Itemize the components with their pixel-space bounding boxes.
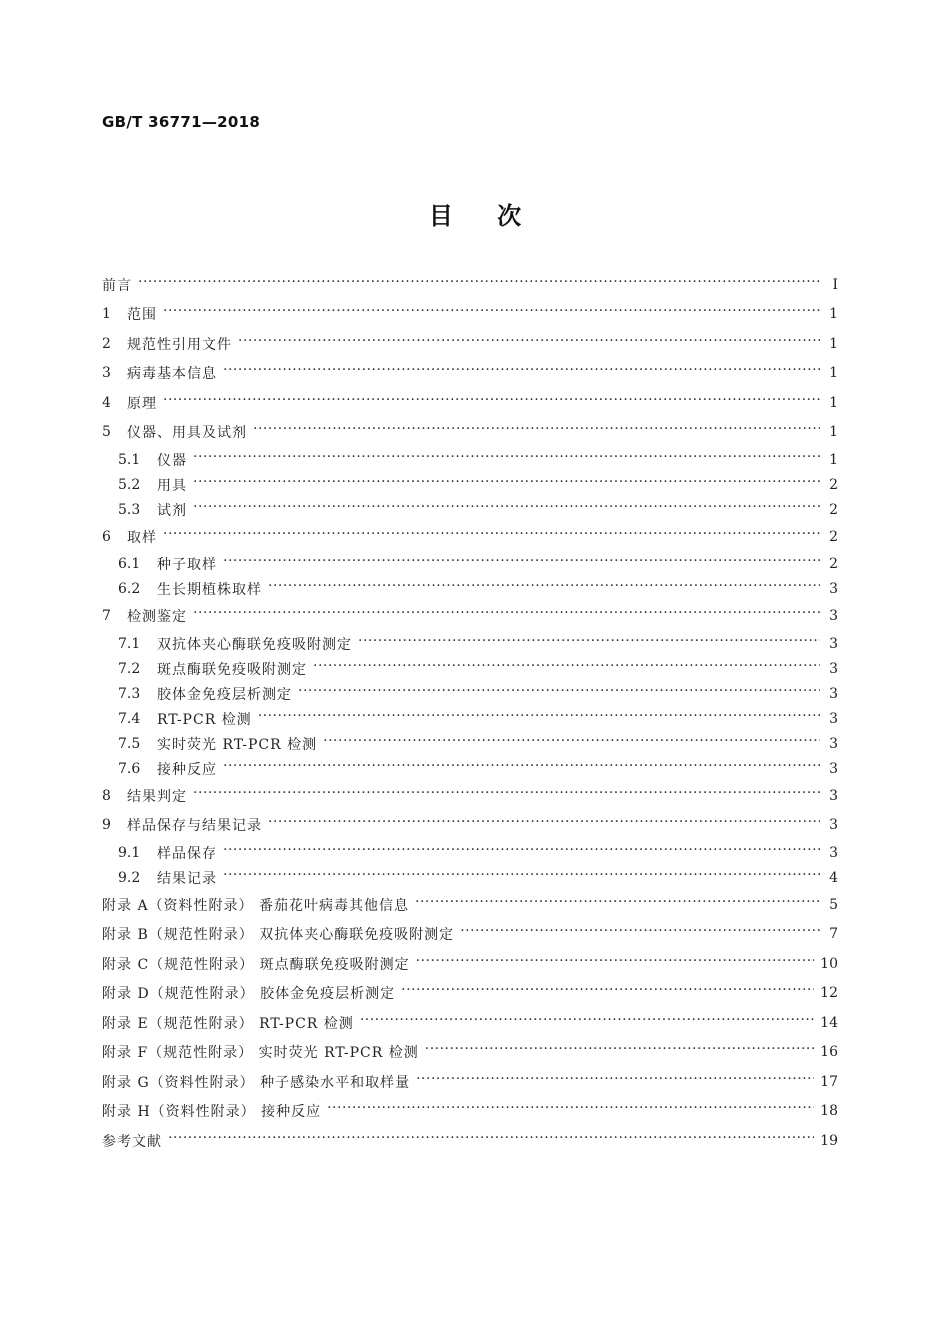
toc-entry[interactable] [102, 472, 838, 497]
toc-entry-page: 3 [829, 660, 838, 677]
toc-entry-page: 19 [820, 1132, 838, 1149]
toc-entry-number: 7 [102, 608, 111, 625]
toc-leader-dots [360, 1016, 814, 1030]
toc-entry[interactable] [102, 811, 838, 841]
toc-entry-label: 生长期植株取样 [157, 582, 262, 598]
toc-entry[interactable] [102, 949, 838, 979]
toc-entry[interactable] [102, 447, 838, 472]
toc-entry-page: 3 [829, 787, 838, 804]
toc-entry[interactable] [102, 979, 838, 1009]
toc-leader-dots [223, 762, 820, 776]
toc-entry[interactable] [102, 552, 838, 577]
toc-entry-label: 范围 [127, 307, 157, 324]
toc-entry-page: 1 [829, 451, 838, 468]
toc-entry[interactable] [102, 681, 838, 706]
toc-leader-dots [416, 957, 815, 971]
toc-entry-page: 5 [829, 896, 838, 913]
toc-entry-page: 1 [829, 365, 838, 382]
toc-leader-dots [298, 687, 820, 701]
toc-entry-label: 结果判定 [127, 788, 187, 805]
toc-entry-page: 14 [820, 1014, 838, 1031]
toc-entry-label: 结果记录 [157, 870, 217, 887]
toc-entry[interactable] [102, 388, 838, 418]
toc-entry-label: 接种反应 [157, 761, 217, 778]
toc-leader-dots [425, 1045, 814, 1059]
toc-entry[interactable] [102, 706, 838, 731]
toc-entry-page: 18 [820, 1103, 838, 1120]
toc-entry[interactable] [102, 602, 838, 632]
toc-entry-number: 8 [102, 787, 111, 804]
toc-entry[interactable] [102, 840, 838, 865]
toc-leader-dots [223, 846, 820, 860]
toc-entry-label: 附录 A（资料性附录） 番茄花叶病毒其他信息 [102, 897, 410, 914]
toc-leader-dots [253, 425, 820, 439]
toc-entry-number: 6.2 [118, 581, 141, 597]
toc-leader-dots [268, 818, 820, 832]
toc-entry[interactable] [102, 781, 838, 811]
toc-entry-page: 3 [829, 735, 838, 752]
toc-leader-dots [223, 366, 820, 380]
toc-entry-label: 附录 C（规范性附录） 斑点酶联免疫吸附测定 [102, 956, 410, 973]
toc-entry-page: 3 [829, 817, 838, 834]
toc-entry-label: 样品保存 [157, 845, 217, 862]
toc-entry-number: 9.1 [118, 844, 141, 861]
toc-entry-label: 前言 [102, 277, 132, 294]
page-title: 目 次 [428, 202, 522, 230]
toc-entry[interactable] [102, 865, 838, 890]
toc-leader-dots [327, 1104, 814, 1118]
toc-entry[interactable] [102, 270, 838, 300]
toc-entry-page: 3 [829, 635, 838, 652]
toc-entry-label: 检测鉴定 [127, 609, 187, 626]
toc-entry-label: 仪器 [157, 452, 187, 469]
toc-leader-dots [168, 1134, 814, 1148]
document-id: GB/T 36771—2018 [102, 113, 261, 131]
toc-leader-dots [193, 478, 820, 492]
toc-entry-number: 6.1 [118, 556, 141, 572]
toc-entry-page: 12 [820, 985, 838, 1002]
toc-entry[interactable] [102, 1008, 838, 1038]
toc-entry-page: 3 [829, 685, 838, 702]
toc-entry-number: 5.3 [118, 501, 141, 518]
toc-entry-label: 仪器、用具及试剂 [127, 425, 247, 442]
toc-entry-page: 1 [829, 306, 838, 323]
toc-entry-label: 附录 F（规范性附录） 实时荧光 RT-PCR 检测 [102, 1045, 419, 1062]
toc-entry[interactable] [102, 756, 838, 781]
toc-leader-dots [163, 307, 820, 321]
toc-entry[interactable] [102, 577, 838, 602]
toc-entry[interactable] [102, 731, 838, 756]
toc-entry-page: 1 [829, 394, 838, 411]
toc-leader-dots [193, 609, 820, 623]
toc-leader-dots [163, 530, 820, 544]
toc-entry-label: 用具 [157, 477, 187, 494]
toc-leader-dots [193, 503, 820, 517]
toc-entry-number: 5.1 [118, 451, 141, 468]
toc-entry[interactable] [102, 920, 838, 950]
toc-leader-dots [258, 712, 820, 726]
toc-entry-label: 参考文献 [102, 1133, 162, 1150]
toc-leader-dots [415, 898, 820, 912]
toc-entry-page: 3 [829, 608, 838, 625]
toc-entry-label: 附录 B（规范性附录） 双抗体夹心酶联免疫吸附测定 [102, 927, 455, 944]
toc-entry-number: 6 [102, 528, 111, 545]
toc-entry[interactable] [102, 1038, 838, 1068]
toc-entry[interactable] [102, 418, 838, 448]
toc-entry-label: 附录 E（规范性附录） RT-PCR 检测 [102, 1015, 354, 1032]
toc-leader-dots [323, 737, 820, 751]
toc-entry-page: 10 [820, 955, 838, 972]
toc-entry-number: 1 [102, 306, 111, 323]
toc-entry-label: 规范性引用文件 [127, 336, 232, 353]
toc-leader-dots [223, 871, 820, 885]
toc-entry-number: 2 [102, 335, 111, 352]
toc-entry-page: 17 [820, 1073, 838, 1090]
toc-leader-dots [193, 453, 820, 467]
toc-entry[interactable] [102, 1097, 838, 1127]
toc-leader-dots [268, 582, 820, 596]
toc-entry-page: 1 [829, 335, 838, 352]
toc-entry-label: 种子取样 [157, 557, 217, 573]
toc-entry-label: 试剂 [157, 502, 187, 519]
toc-entry-page: 1 [829, 424, 838, 441]
toc-entry-label: 取样 [127, 529, 157, 546]
toc-entry-label: 实时荧光 RT-PCR 检测 [157, 736, 318, 753]
toc-entry-label: 原理 [127, 395, 157, 412]
toc-entry[interactable] [102, 300, 838, 330]
toc-entry-label: 斑点酶联免疫吸附测定 [157, 661, 307, 678]
toc-entry-label: 病毒基本信息 [127, 366, 217, 383]
toc-leader-dots [313, 662, 820, 676]
toc-entry-number: 7.2 [118, 660, 141, 677]
toc-leader-dots [238, 337, 820, 351]
toc-entry-label: 附录 H（资料性附录） 接种反应 [102, 1104, 322, 1121]
toc-entry-page: 7 [829, 926, 838, 943]
toc-entry[interactable] [102, 1126, 838, 1156]
toc-entry-number: 7.6 [118, 760, 141, 777]
toc-entry-page: 3 [829, 581, 838, 597]
toc-entry-page: 16 [820, 1044, 838, 1061]
toc-entry-page: 2 [829, 476, 838, 493]
toc-leader-dots [223, 557, 820, 571]
toc-entry-number: 9 [102, 817, 111, 834]
toc-entry-number: 7.1 [118, 635, 141, 652]
toc-entry-number: 9.2 [118, 869, 141, 886]
toc-entry[interactable] [102, 522, 838, 552]
toc-entry-page: 4 [829, 869, 838, 886]
toc-leader-dots [138, 278, 820, 292]
toc-entry-number: 4 [102, 394, 111, 411]
toc-entry-label: RT-PCR 检测 [157, 711, 252, 728]
toc-leader-dots [401, 986, 814, 1000]
toc-entry-number: 5 [102, 424, 111, 441]
toc-entry-number: 7.3 [118, 685, 141, 702]
toc-entry-page: 3 [829, 760, 838, 777]
toc-entry-page: 2 [829, 556, 838, 572]
toc-entry-label: 双抗体夹心酶联免疫吸附测定 [157, 636, 352, 653]
toc-entry-page: 2 [829, 501, 838, 518]
toc-leader-dots [193, 789, 820, 803]
toc-entry-number: 7.5 [118, 735, 141, 752]
toc-entry-page: 3 [829, 710, 838, 727]
toc-entry[interactable] [102, 656, 838, 681]
toc-entry-label: 附录 D（规范性附录） 胶体金免疫层析测定 [102, 986, 396, 1003]
table-of-contents [102, 270, 838, 1156]
toc-entry-page: 2 [829, 528, 838, 545]
toc-entry[interactable] [102, 631, 838, 656]
toc-entry-page: I [832, 276, 838, 293]
toc-entry-page: 3 [829, 844, 838, 861]
toc-entry-number: 7.4 [118, 710, 141, 727]
toc-entry[interactable] [102, 1067, 838, 1097]
toc-leader-dots [163, 396, 820, 410]
toc-entry-label: 样品保存与结果记录 [127, 818, 262, 835]
toc-entry[interactable] [102, 890, 838, 920]
toc-entry[interactable] [102, 497, 838, 522]
toc-leader-dots [358, 637, 820, 651]
toc-entry-number: 3 [102, 365, 111, 382]
toc-entry[interactable] [102, 329, 838, 359]
toc-leader-dots [416, 1075, 814, 1089]
toc-entry-label: 胶体金免疫层析测定 [157, 686, 292, 703]
toc-entry-label: 附录 G（资料性附录） 种子感染水平和取样量 [102, 1074, 411, 1091]
toc-entry-number: 5.2 [118, 476, 141, 493]
toc-leader-dots [460, 927, 820, 941]
toc-entry[interactable] [102, 359, 838, 389]
